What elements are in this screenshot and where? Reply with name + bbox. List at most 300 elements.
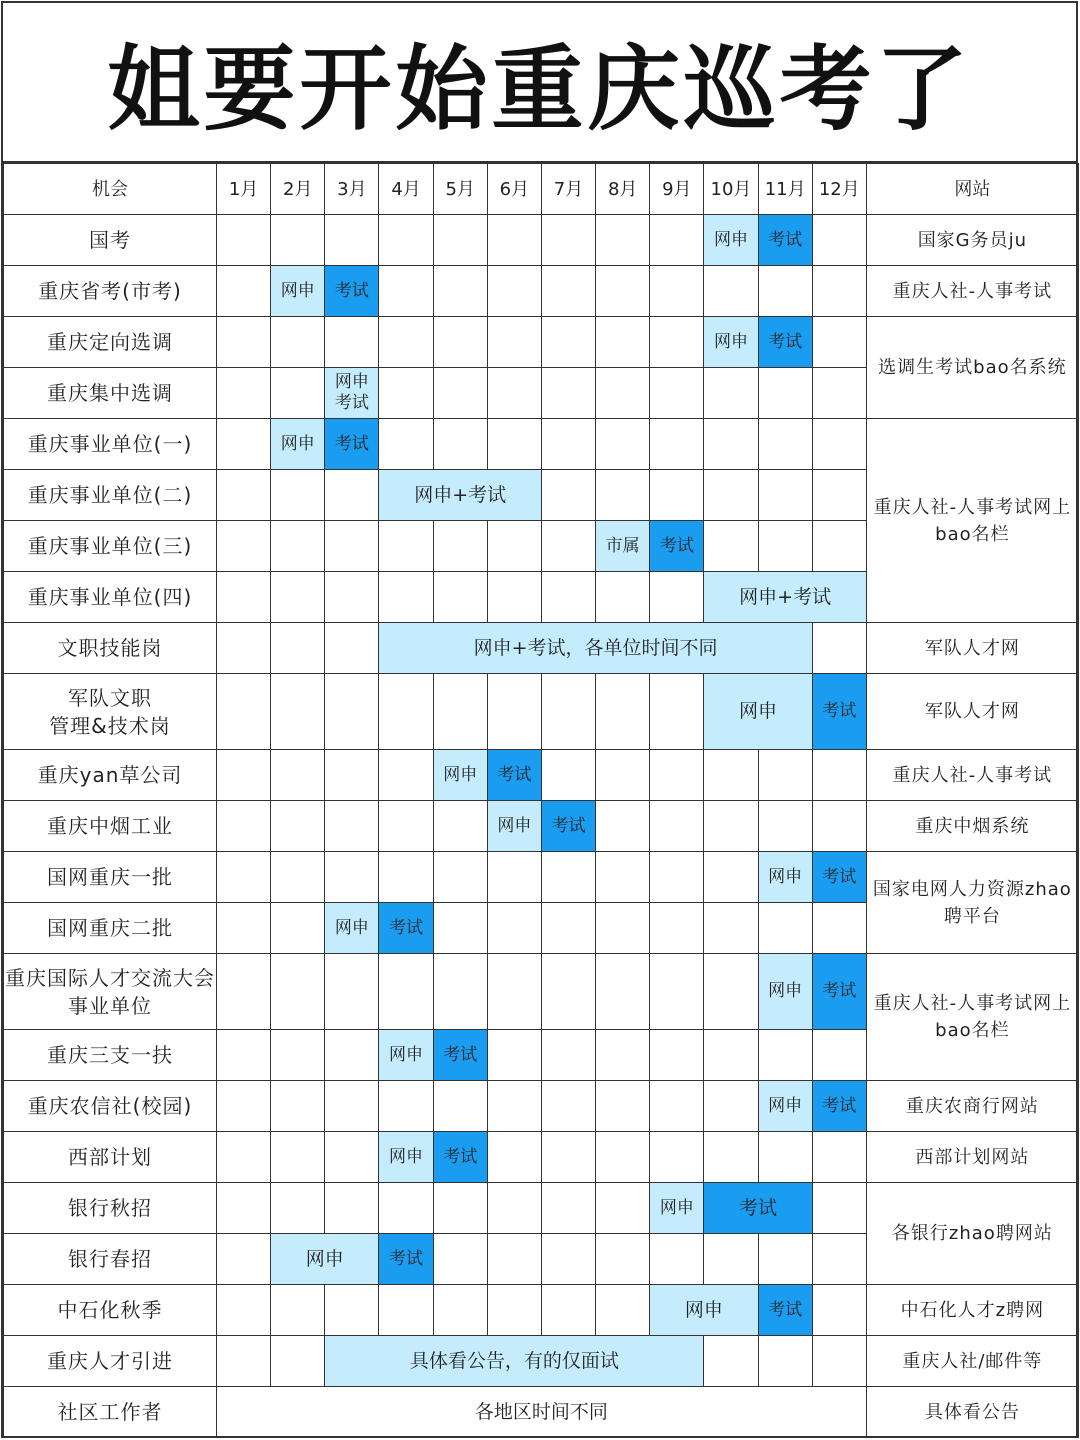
- opportunity-name: 社区工作者: [4, 1387, 217, 1438]
- empty-month-cell: [271, 852, 325, 903]
- empty-month-cell: [271, 903, 325, 954]
- empty-month-cell: [325, 1285, 379, 1336]
- empty-month-cell: [433, 801, 487, 852]
- empty-month-cell: [650, 1030, 704, 1081]
- empty-month-cell: [704, 852, 758, 903]
- header-month: 8月: [596, 164, 650, 215]
- empty-month-cell: [325, 317, 379, 368]
- empty-month-cell: [650, 674, 704, 750]
- opportunity-name: 重庆事业单位(四): [4, 572, 217, 623]
- table-row: [4, 419, 1079, 470]
- website-cell: 重庆中烟系统: [866, 801, 1078, 852]
- empty-month-cell: [325, 215, 379, 266]
- empty-month-cell: [596, 954, 650, 1030]
- empty-month-cell: [812, 266, 866, 317]
- empty-month-cell: [650, 419, 704, 470]
- empty-month-cell: [596, 470, 650, 521]
- schedule-segment-apply: 网申: [650, 1183, 704, 1234]
- opportunity-name: 重庆yan草公司: [4, 750, 217, 801]
- empty-month-cell: [541, 572, 595, 623]
- empty-month-cell: [541, 215, 595, 266]
- empty-month-cell: [704, 1132, 758, 1183]
- empty-month-cell: [379, 954, 433, 1030]
- empty-month-cell: [487, 572, 541, 623]
- empty-month-cell: [704, 266, 758, 317]
- empty-month-cell: [217, 572, 271, 623]
- table-row: [4, 215, 1079, 266]
- empty-month-cell: [487, 1183, 541, 1234]
- schedule-segment-apply: 网申: [704, 674, 812, 750]
- empty-month-cell: [217, 674, 271, 750]
- schedule-segment-exam: 考试: [704, 1183, 812, 1234]
- empty-month-cell: [650, 801, 704, 852]
- empty-month-cell: [758, 801, 812, 852]
- empty-month-cell: [596, 1183, 650, 1234]
- empty-month-cell: [217, 750, 271, 801]
- empty-month-cell: [704, 521, 758, 572]
- empty-month-cell: [596, 1234, 650, 1285]
- empty-month-cell: [650, 368, 704, 419]
- empty-month-cell: [487, 317, 541, 368]
- empty-month-cell: [433, 674, 487, 750]
- empty-month-cell: [379, 852, 433, 903]
- empty-month-cell: [812, 1336, 866, 1387]
- header-website: 网站: [866, 164, 1078, 215]
- opportunity-name: 银行秋招: [4, 1183, 217, 1234]
- header-month: 10月: [704, 164, 758, 215]
- empty-month-cell: [217, 954, 271, 1030]
- empty-month-cell: [271, 470, 325, 521]
- empty-month-cell: [487, 674, 541, 750]
- empty-month-cell: [704, 750, 758, 801]
- empty-month-cell: [433, 317, 487, 368]
- empty-month-cell: [271, 750, 325, 801]
- empty-month-cell: [812, 1183, 866, 1234]
- empty-month-cell: [650, 572, 704, 623]
- schedule-sheet: [1, 1, 1078, 1438]
- empty-month-cell: [812, 1030, 866, 1081]
- schedule-segment-apply: 网申 考试: [325, 368, 379, 419]
- empty-month-cell: [541, 954, 595, 1030]
- empty-month-cell: [487, 954, 541, 1030]
- empty-month-cell: [433, 521, 487, 572]
- empty-month-cell: [704, 470, 758, 521]
- empty-month-cell: [758, 368, 812, 419]
- empty-month-cell: [541, 521, 595, 572]
- empty-month-cell: [596, 674, 650, 750]
- empty-month-cell: [541, 266, 595, 317]
- schedule-segment-exam: 考试: [325, 419, 379, 470]
- empty-month-cell: [541, 317, 595, 368]
- empty-month-cell: [217, 1336, 271, 1387]
- website-cell: 重庆人社-人事考试网上bao名栏: [866, 954, 1078, 1081]
- empty-month-cell: [217, 521, 271, 572]
- exam-schedule-table: [3, 163, 1079, 1438]
- empty-month-cell: [541, 1030, 595, 1081]
- empty-month-cell: [596, 368, 650, 419]
- empty-month-cell: [325, 623, 379, 674]
- empty-month-cell: [271, 1285, 325, 1336]
- opportunity-name: 银行春招: [4, 1234, 217, 1285]
- website-cell: 军队人才网: [866, 623, 1078, 674]
- table-row: [4, 1387, 1079, 1438]
- table-row: [4, 317, 1079, 368]
- opportunity-name: 西部计划: [4, 1132, 217, 1183]
- schedule-segment-apply: 网申: [271, 419, 325, 470]
- empty-month-cell: [325, 801, 379, 852]
- website-cell: 具体看公告: [866, 1387, 1078, 1438]
- empty-month-cell: [812, 368, 866, 419]
- empty-month-cell: [541, 903, 595, 954]
- empty-month-cell: [433, 1285, 487, 1336]
- header-month: 9月: [650, 164, 704, 215]
- opportunity-name: 国网重庆二批: [4, 903, 217, 954]
- empty-month-cell: [596, 572, 650, 623]
- schedule-segment-exam: 考试: [433, 1132, 487, 1183]
- empty-month-cell: [650, 954, 704, 1030]
- empty-month-cell: [271, 215, 325, 266]
- empty-month-cell: [541, 1081, 595, 1132]
- schedule-segment-apply: 网申+考试: [704, 572, 866, 623]
- empty-month-cell: [650, 1081, 704, 1132]
- empty-month-cell: [271, 1132, 325, 1183]
- website-cell: 国家G务员ju: [866, 215, 1078, 266]
- opportunity-name: 文职技能岗: [4, 623, 217, 674]
- header-month: 11月: [758, 164, 812, 215]
- opportunity-name: 中石化秋季: [4, 1285, 217, 1336]
- empty-month-cell: [217, 801, 271, 852]
- opportunity-name: 国考: [4, 215, 217, 266]
- empty-month-cell: [704, 903, 758, 954]
- empty-month-cell: [433, 572, 487, 623]
- empty-month-cell: [758, 419, 812, 470]
- empty-month-cell: [650, 266, 704, 317]
- empty-month-cell: [217, 470, 271, 521]
- schedule-segment-apply: 网申: [325, 903, 379, 954]
- empty-month-cell: [217, 852, 271, 903]
- empty-month-cell: [650, 317, 704, 368]
- empty-month-cell: [541, 1183, 595, 1234]
- opportunity-name: 军队文职 管理&技术岗: [4, 674, 217, 750]
- empty-month-cell: [596, 317, 650, 368]
- schedule-segment-apply: 网申: [704, 317, 758, 368]
- empty-month-cell: [596, 215, 650, 266]
- empty-month-cell: [433, 954, 487, 1030]
- empty-month-cell: [271, 1336, 325, 1387]
- empty-month-cell: [217, 317, 271, 368]
- empty-month-cell: [379, 1285, 433, 1336]
- empty-month-cell: [812, 623, 866, 674]
- empty-month-cell: [379, 368, 433, 419]
- empty-month-cell: [812, 470, 866, 521]
- empty-month-cell: [812, 750, 866, 801]
- empty-month-cell: [325, 852, 379, 903]
- empty-month-cell: [217, 1081, 271, 1132]
- website-cell: 重庆人社-人事考试: [866, 266, 1078, 317]
- empty-month-cell: [433, 1183, 487, 1234]
- empty-month-cell: [541, 1132, 595, 1183]
- empty-month-cell: [217, 623, 271, 674]
- table-row: [4, 750, 1079, 801]
- empty-month-cell: [812, 215, 866, 266]
- website-cell: 重庆人社-人事考试: [866, 750, 1078, 801]
- empty-month-cell: [812, 903, 866, 954]
- empty-month-cell: [379, 317, 433, 368]
- opportunity-name: 重庆定向选调: [4, 317, 217, 368]
- header-month: 7月: [541, 164, 595, 215]
- empty-month-cell: [433, 1081, 487, 1132]
- schedule-segment-apply: 网申: [650, 1285, 758, 1336]
- schedule-segment-exam: 考试: [758, 215, 812, 266]
- empty-month-cell: [487, 1132, 541, 1183]
- header-month: 2月: [271, 164, 325, 215]
- empty-month-cell: [758, 1234, 812, 1285]
- empty-month-cell: [271, 317, 325, 368]
- website-cell: 国家电网人力资源zhao聘平台: [866, 852, 1078, 954]
- empty-month-cell: [541, 1285, 595, 1336]
- website-cell: 选调生考试bao名系统: [866, 317, 1078, 419]
- table-row: [4, 266, 1079, 317]
- empty-month-cell: [758, 1132, 812, 1183]
- empty-month-cell: [487, 521, 541, 572]
- website-cell: 军队人才网: [866, 674, 1078, 750]
- schedule-segment-apply: 市属: [596, 521, 650, 572]
- table-row: [4, 954, 1079, 1030]
- empty-month-cell: [704, 1234, 758, 1285]
- empty-month-cell: [433, 852, 487, 903]
- empty-month-cell: [541, 419, 595, 470]
- schedule-segment-apply: 各地区时间不同: [217, 1387, 867, 1438]
- header-month: 12月: [812, 164, 866, 215]
- empty-month-cell: [325, 470, 379, 521]
- empty-month-cell: [487, 1081, 541, 1132]
- opportunity-name: 重庆农信社(校园): [4, 1081, 217, 1132]
- empty-month-cell: [487, 368, 541, 419]
- header-opportunity: 机会: [4, 164, 217, 215]
- opportunity-name: 重庆事业单位(三): [4, 521, 217, 572]
- table-row: [4, 1132, 1079, 1183]
- empty-month-cell: [704, 1081, 758, 1132]
- empty-month-cell: [433, 1234, 487, 1285]
- schedule-segment-apply: 网申: [433, 750, 487, 801]
- table-row: [4, 1336, 1079, 1387]
- schedule-segment-exam: 考试: [812, 852, 866, 903]
- empty-month-cell: [704, 1336, 758, 1387]
- empty-month-cell: [596, 1132, 650, 1183]
- schedule-segment-exam: 考试: [325, 266, 379, 317]
- empty-month-cell: [541, 470, 595, 521]
- empty-month-cell: [271, 1081, 325, 1132]
- empty-month-cell: [758, 266, 812, 317]
- empty-month-cell: [217, 419, 271, 470]
- empty-month-cell: [812, 1285, 866, 1336]
- schedule-segment-apply: 网申: [758, 1081, 812, 1132]
- empty-month-cell: [812, 317, 866, 368]
- empty-month-cell: [812, 1132, 866, 1183]
- schedule-segment-exam: 考试: [541, 801, 595, 852]
- empty-month-cell: [650, 903, 704, 954]
- website-cell: 中石化人才z聘网: [866, 1285, 1078, 1336]
- opportunity-name: 重庆集中选调: [4, 368, 217, 419]
- empty-month-cell: [704, 954, 758, 1030]
- website-cell: 重庆人社-人事考试网上bao名栏: [866, 419, 1078, 623]
- schedule-segment-exam: 考试: [812, 674, 866, 750]
- empty-month-cell: [596, 801, 650, 852]
- empty-month-cell: [596, 903, 650, 954]
- opportunity-name: 重庆三支一扶: [4, 1030, 217, 1081]
- empty-month-cell: [541, 368, 595, 419]
- opportunity-name: 重庆事业单位(一): [4, 419, 217, 470]
- schedule-segment-apply: 网申: [758, 954, 812, 1030]
- website-cell: 西部计划网站: [866, 1132, 1078, 1183]
- schedule-segment-apply: 网申: [379, 1132, 433, 1183]
- table-row: [4, 852, 1079, 903]
- empty-month-cell: [758, 1336, 812, 1387]
- empty-month-cell: [325, 1132, 379, 1183]
- header-month: 5月: [433, 164, 487, 215]
- empty-month-cell: [758, 750, 812, 801]
- empty-month-cell: [812, 419, 866, 470]
- empty-month-cell: [812, 521, 866, 572]
- table-row: [4, 1081, 1079, 1132]
- opportunity-name: 重庆人才引进: [4, 1336, 217, 1387]
- empty-month-cell: [704, 368, 758, 419]
- empty-month-cell: [487, 419, 541, 470]
- schedule-segment-exam: 考试: [812, 1081, 866, 1132]
- empty-month-cell: [379, 419, 433, 470]
- empty-month-cell: [487, 1030, 541, 1081]
- empty-month-cell: [487, 266, 541, 317]
- empty-month-cell: [379, 1183, 433, 1234]
- empty-month-cell: [217, 368, 271, 419]
- schedule-segment-apply: 网申+考试: [379, 470, 541, 521]
- empty-month-cell: [325, 674, 379, 750]
- schedule-segment-apply: 网申: [487, 801, 541, 852]
- opportunity-name: 重庆中烟工业: [4, 801, 217, 852]
- schedule-segment-apply: 网申: [758, 852, 812, 903]
- schedule-segment-exam: 考试: [379, 1234, 433, 1285]
- empty-month-cell: [758, 470, 812, 521]
- empty-month-cell: [217, 1183, 271, 1234]
- table-row: [4, 1285, 1079, 1336]
- empty-month-cell: [541, 750, 595, 801]
- empty-month-cell: [217, 1234, 271, 1285]
- empty-month-cell: [379, 674, 433, 750]
- schedule-segment-exam: 考试: [758, 317, 812, 368]
- table-row: [4, 1183, 1079, 1234]
- empty-month-cell: [433, 215, 487, 266]
- schedule-segment-exam: 考试: [433, 1030, 487, 1081]
- empty-month-cell: [596, 1081, 650, 1132]
- empty-month-cell: [650, 1234, 704, 1285]
- empty-month-cell: [812, 801, 866, 852]
- empty-month-cell: [758, 903, 812, 954]
- empty-month-cell: [596, 750, 650, 801]
- opportunity-name: 重庆国际人才交流大会事业单位: [4, 954, 217, 1030]
- table-row: [4, 801, 1079, 852]
- website-cell: 重庆农商行网站: [866, 1081, 1078, 1132]
- empty-month-cell: [217, 215, 271, 266]
- schedule-segment-apply: 网申: [271, 1234, 379, 1285]
- header-month: 6月: [487, 164, 541, 215]
- empty-month-cell: [217, 1030, 271, 1081]
- empty-month-cell: [379, 215, 433, 266]
- page-title: 姐要开始重庆巡考了: [3, 3, 1076, 163]
- empty-month-cell: [487, 852, 541, 903]
- empty-month-cell: [812, 1234, 866, 1285]
- empty-month-cell: [271, 1030, 325, 1081]
- schedule-segment-exam: 考试: [487, 750, 541, 801]
- empty-month-cell: [379, 521, 433, 572]
- empty-month-cell: [541, 852, 595, 903]
- empty-month-cell: [271, 674, 325, 750]
- empty-month-cell: [487, 1234, 541, 1285]
- empty-month-cell: [271, 572, 325, 623]
- empty-month-cell: [541, 674, 595, 750]
- schedule-segment-apply: 网申+考试，各单位时间不同: [379, 623, 812, 674]
- empty-month-cell: [758, 521, 812, 572]
- empty-month-cell: [650, 852, 704, 903]
- schedule-segment-exam: 考试: [650, 521, 704, 572]
- schedule-segment-apply: 具体看公告，有的仅面试: [325, 1336, 704, 1387]
- opportunity-name: 重庆事业单位(二): [4, 470, 217, 521]
- empty-month-cell: [704, 1030, 758, 1081]
- empty-month-cell: [217, 266, 271, 317]
- header-month: 3月: [325, 164, 379, 215]
- empty-month-cell: [325, 750, 379, 801]
- empty-month-cell: [433, 368, 487, 419]
- website-cell: 各银行zhao聘网站: [866, 1183, 1078, 1285]
- empty-month-cell: [704, 419, 758, 470]
- empty-month-cell: [271, 1183, 325, 1234]
- empty-month-cell: [325, 1030, 379, 1081]
- header-month: 4月: [379, 164, 433, 215]
- empty-month-cell: [217, 1285, 271, 1336]
- schedule-segment-apply: 网申: [379, 1030, 433, 1081]
- table-row: [4, 623, 1079, 674]
- header-row: [4, 164, 1079, 215]
- schedule-segment-exam: 考试: [812, 954, 866, 1030]
- empty-month-cell: [650, 750, 704, 801]
- schedule-segment-apply: 网申: [704, 215, 758, 266]
- empty-month-cell: [325, 1183, 379, 1234]
- empty-month-cell: [596, 1030, 650, 1081]
- empty-month-cell: [596, 419, 650, 470]
- schedule-segment-apply: 网申: [271, 266, 325, 317]
- empty-month-cell: [271, 954, 325, 1030]
- empty-month-cell: [325, 521, 379, 572]
- empty-month-cell: [379, 801, 433, 852]
- empty-month-cell: [650, 215, 704, 266]
- empty-month-cell: [379, 266, 433, 317]
- empty-month-cell: [487, 903, 541, 954]
- empty-month-cell: [596, 266, 650, 317]
- empty-month-cell: [487, 1285, 541, 1336]
- empty-month-cell: [379, 572, 433, 623]
- table-row: [4, 674, 1079, 750]
- empty-month-cell: [271, 623, 325, 674]
- opportunity-name: 国网重庆一批: [4, 852, 217, 903]
- empty-month-cell: [704, 801, 758, 852]
- empty-month-cell: [271, 801, 325, 852]
- empty-month-cell: [379, 750, 433, 801]
- empty-month-cell: [217, 1132, 271, 1183]
- empty-month-cell: [271, 521, 325, 572]
- empty-month-cell: [271, 368, 325, 419]
- empty-month-cell: [541, 1234, 595, 1285]
- empty-month-cell: [433, 266, 487, 317]
- empty-month-cell: [650, 1132, 704, 1183]
